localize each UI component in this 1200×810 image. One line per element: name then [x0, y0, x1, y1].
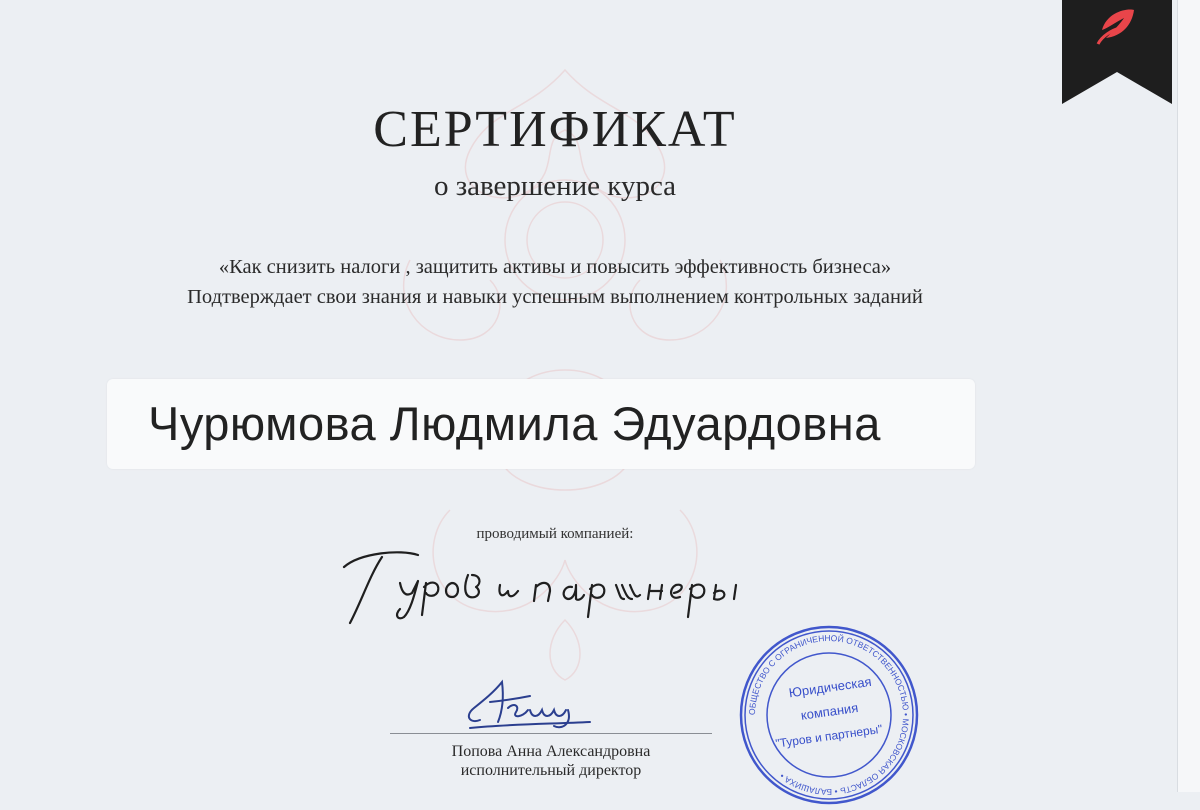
bookmark-leaf-icon[interactable] — [1062, 0, 1172, 104]
stamp-line-3: "Туров и партнеры" — [774, 721, 884, 751]
stamp-line-2: компания — [799, 699, 860, 723]
svg-text:ОБЩЕСТВО С ОГРАНИЧЕННОЙ ОТВЕТС: ОБЩЕСТВО С ОГРАНИЧЕННОЙ ОТВЕТСТВЕННОСТЬЮ • МОСКОВСКАЯ ОБЛАСТЬ • БАЛАШИХА • — [746, 632, 912, 798]
company-signature — [340, 545, 760, 625]
certificate-title: СЕРТИФИКАТ — [373, 101, 737, 158]
director-name: Попова Анна Александровна — [451, 743, 651, 760]
page-edge — [1177, 0, 1200, 792]
conducted-by-label: проводимый компанией: — [476, 526, 634, 542]
recipient-name: Чурюмова Людмила Эдуардовна — [148, 397, 881, 450]
course-name: «Как снизить налоги , защитить активы и повысить эффективность бизнеса» — [218, 256, 892, 278]
signature-line — [390, 733, 712, 734]
director-signature — [450, 672, 600, 732]
company-stamp — [734, 620, 924, 810]
director-role: исполнительный директор — [460, 762, 642, 779]
confirmation-text: Подтверждает свои знания и навыки успешным выполнением контрольных заданий — [187, 286, 923, 308]
stamp-line-1: Юридическая — [787, 673, 873, 701]
certificate-subtitle: о завершение курса — [433, 170, 677, 202]
